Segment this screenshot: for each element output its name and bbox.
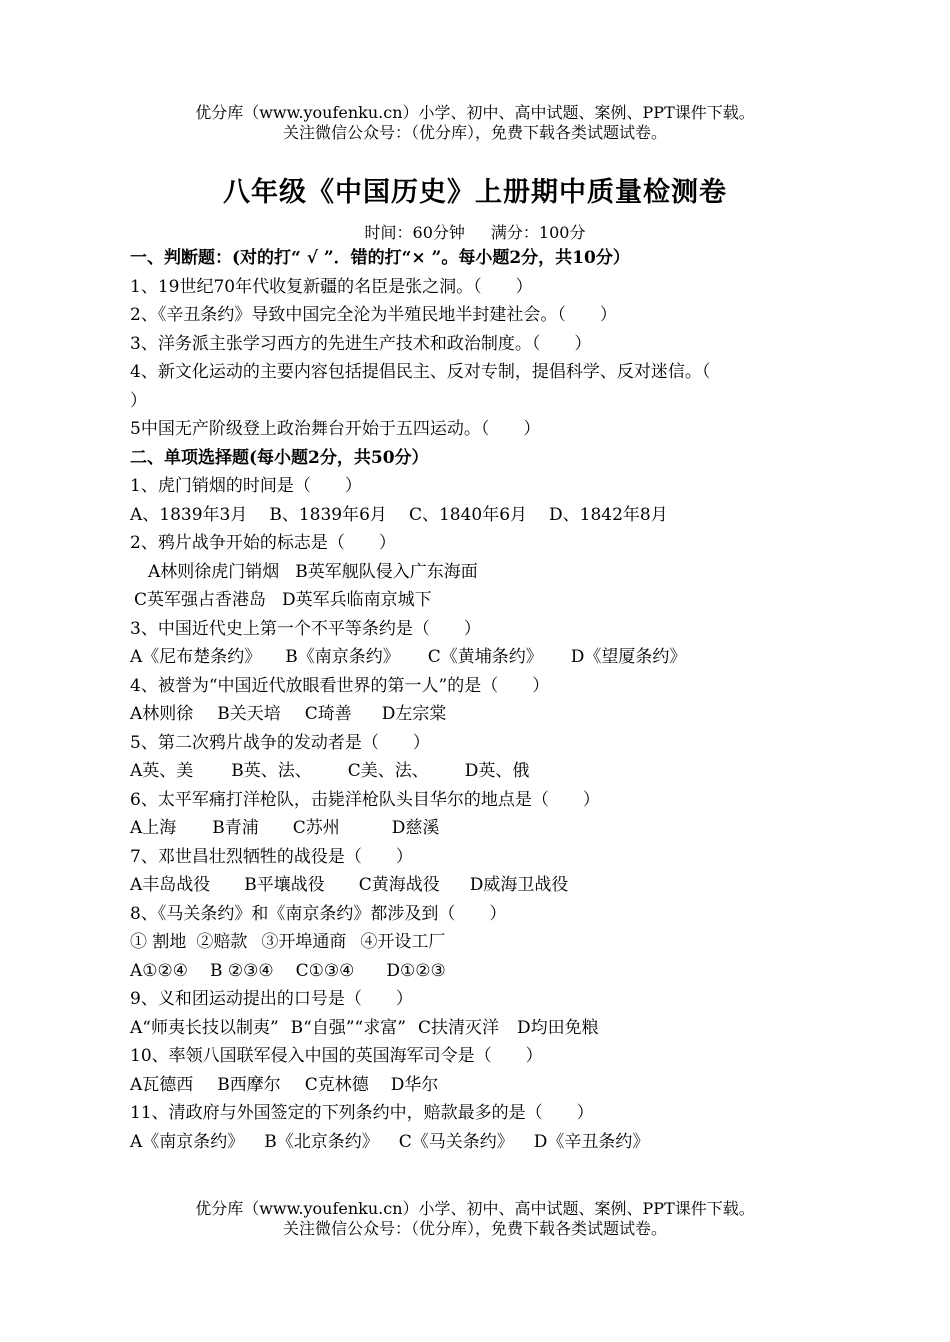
section2-heading: 二、单项选择题(每小题2分，共50分） [130, 447, 429, 468]
page-title: 八年级《中国历史》上册期中质量检测卷 [223, 177, 727, 208]
option-b: B《北京条约》 [264, 1131, 379, 1152]
option-b: B平壤战役 [244, 875, 325, 895]
option-d: D《望厦条约》 [570, 647, 687, 667]
question-5: 5、第二次鸦片战争的发动者是（ ） [130, 732, 430, 753]
question-9-options [130, 1014, 830, 1043]
tf-item-1: 1、19世纪70年代收复新疆的名臣是张之洞。（ ） [130, 276, 533, 297]
option-b: B关天培 [217, 704, 281, 724]
option-a: A英、美 [130, 761, 194, 781]
option-c: C苏州 [292, 818, 340, 838]
option-b: B英军舰队侵入广东海面 [295, 561, 478, 582]
option-c: C克林德 [304, 1074, 369, 1095]
question-9: 9、义和团运动提出的口号是（ ） [130, 989, 413, 1009]
option-d: D、1842年8月 [549, 504, 668, 525]
page-footer [0, 1199, 950, 1239]
question-1-options [130, 501, 830, 530]
question-2: 2、鸦片战争开始的标志是（ ） [130, 533, 396, 553]
option-d: D左宗棠 [381, 704, 447, 724]
question-11: 11、清政府与外国签定的下列条约中，赔款最多的是（ ） [130, 1103, 594, 1123]
statement-4: ④开设工厂 [360, 932, 446, 952]
option-d: D威海卫战役 [469, 875, 569, 895]
option-d: D英军兵临南京城下 [282, 590, 432, 610]
question-8-statements [130, 928, 830, 957]
option-d: D华尔 [390, 1074, 439, 1095]
question-3: 3、中国近代史上第一个不平等条约是（ ） [130, 618, 481, 639]
question-11-options [130, 1128, 830, 1157]
tf-item-4-cont: ） [130, 390, 147, 411]
option-c: C琦善 [304, 704, 352, 724]
option-a: A“师夷长技以制夷” [130, 1017, 279, 1038]
exam-time: 时间：60分钟 [364, 223, 465, 242]
question-10-options [130, 1071, 830, 1100]
header-line-1: 优分库（www.youfenku.cn）小学、初中、高中试题、案例、PPT课件下载。 [195, 103, 755, 122]
exam-body [130, 244, 830, 1156]
statement-1: ① 割地 [130, 932, 187, 952]
option-c: C、1840年6月 [408, 504, 528, 525]
question-4: 4、被誉为“中国近代放眼看世界的第一人”的是（ ） [130, 675, 550, 696]
question-7: 7、邓世昌壮烈牺牲的战役是（ ） [130, 846, 413, 867]
option-b: B、1839年6月 [269, 504, 387, 525]
option-b: B英、法、 [231, 761, 312, 781]
option-c: C①③④ [295, 960, 355, 981]
tf-item-4: 4、新文化运动的主要内容包括提倡民主、反对专制，提倡科学、反对迷信。（ [130, 362, 711, 382]
option-a: A《南京条约》 [130, 1131, 245, 1152]
option-a: A林则徐虎门销烟 [148, 561, 280, 582]
question-4-options [130, 700, 830, 729]
option-a: A①②④ [130, 960, 188, 981]
question-2-options-row2 [130, 586, 830, 615]
option-a: A丰岛战役 [130, 875, 211, 895]
exam-meta [0, 220, 950, 243]
option-c: C美、法、 [347, 761, 429, 781]
option-d: D慈溪 [391, 818, 440, 838]
option-d: D均田免粮 [516, 1017, 599, 1038]
question-1: 1、虎门销烟的时间是（ ） [130, 476, 362, 496]
option-c: C《马关条约》 [398, 1131, 514, 1152]
question-8-options [130, 957, 830, 986]
option-d: D①②③ [386, 960, 446, 981]
option-a: A《尼布楚条约》 [130, 647, 262, 667]
footer-line-2: 关注微信公众号：（优分库），免费下载各类试题试卷。 [282, 1219, 667, 1238]
option-c: C《黄埔条约》 [427, 647, 543, 667]
footer-line-1: 优分库（www.youfenku.cn）小学、初中、高中试题、案例、PPT课件下载。 [195, 1199, 755, 1218]
option-a: A瓦德西 [130, 1074, 194, 1095]
option-b: B ②③④ [210, 960, 274, 981]
question-6-options [130, 814, 830, 843]
exam-score: 满分：100分 [490, 223, 586, 242]
option-c: C黄海战役 [358, 875, 440, 895]
page-header [0, 103, 950, 143]
option-a: A林则徐 [130, 704, 194, 724]
question-7-options [130, 871, 830, 900]
option-d: D《辛丑条约》 [533, 1131, 650, 1152]
question-2-options-row1 [130, 558, 830, 587]
question-6: 6、太平军痛打洋枪队，击毙洋枪队头目华尔的地点是（ ） [130, 789, 600, 810]
option-b: B西摩尔 [217, 1074, 281, 1095]
option-a: A、1839年3月 [130, 504, 248, 525]
option-a: A上海 [130, 818, 177, 838]
header-line-2: 关注微信公众号：（优分库），免费下载各类试题试卷。 [282, 123, 667, 142]
option-c: C英军强占香港岛 [134, 590, 267, 610]
statement-2: ②赔款 [196, 932, 248, 952]
tf-item-2: 2、《辛丑条约》导致中国完全沦为半殖民地半封建社会。（ ） [130, 305, 617, 325]
tf-item-3: 3、洋务派主张学习西方的先进生产技术和政治制度。（ ） [130, 333, 592, 354]
question-8: 8、《马关条约》和《南京条约》都涉及到（ ） [130, 903, 507, 924]
option-d: D英、俄 [464, 761, 530, 781]
question-10: 10、率领八国联军侵入中国的英国海军司令是（ ） [130, 1046, 543, 1066]
tf-item-5: 5中国无产阶级登上政治舞台开始于五四运动。（ ） [130, 419, 541, 439]
question-5-options [130, 757, 830, 786]
option-c: C扶清灭洋 [417, 1017, 499, 1038]
option-b: B“自强”“求富” [290, 1017, 406, 1038]
section1-heading: 一、判断题：(对的打“ √ ”．错的打“× ”。每小题2分，共10分） [130, 248, 630, 268]
statement-3: ③开埠通商 [261, 932, 347, 952]
question-3-options [130, 643, 830, 672]
option-b: B《南京条约》 [285, 647, 400, 667]
option-b: B青浦 [212, 818, 259, 838]
